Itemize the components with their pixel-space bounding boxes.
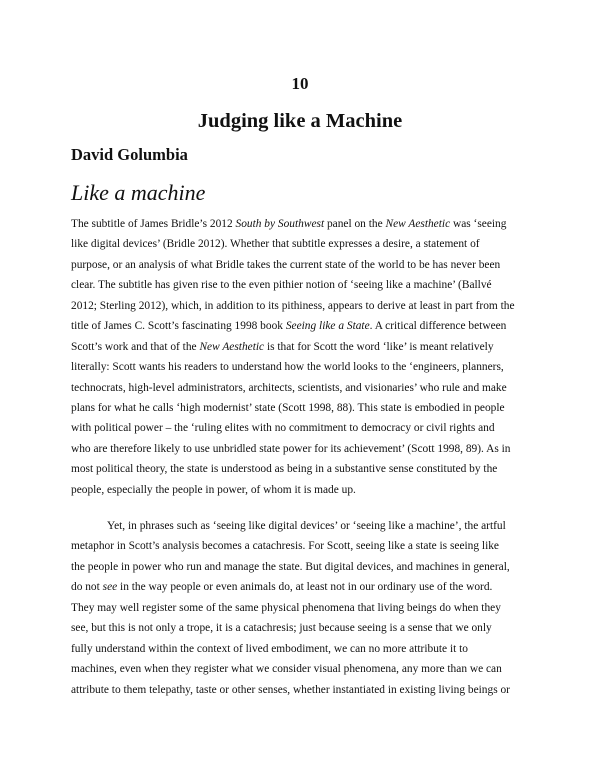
- text-line: purpose, or an analysis of what Bridle takes the current state of the world to be has never been: [71, 258, 501, 271]
- text-line: who are therefore likely to use unbridled state power for its achievement’ (Scott 1998, 89). As in: [71, 442, 511, 455]
- text-line: Scott’s work and that of the New Aesthetic is that for Scott the word ‘like’ is meant relatively: [71, 340, 494, 353]
- text-line: plans for what he calls ‘high modernist’ state (Scott 1998, 88). This state is embodied in people: [71, 401, 505, 414]
- text-line: metaphor in Scott’s analysis becomes a catachresis. For Scott, seeing like a state is seeing like: [71, 540, 499, 553]
- text-line: fully understand within the context of lived embodiment, we can no more attribute it to: [71, 642, 468, 655]
- text-line: clear. The subtitle has given rise to the even pithier notion of ‘seeing like a machine’ (Ballvé: [71, 279, 492, 292]
- section-heading: Like a machine: [71, 180, 206, 205]
- body-paragraph-2: [71, 516, 541, 700]
- text-line: title of James C. Scott’s fascinating 1998 book Seeing like a State. A critical difference between: [71, 320, 507, 333]
- text-line: literally: Scott wants his readers to understand how the world looks to the ‘engineers, planners,: [71, 361, 504, 374]
- text-line: see, but this is not only a trope, it is a catachresis; just because seeing is a sense that we only: [71, 622, 492, 635]
- text-line: They may well register some of the same physical phenomena that living beings do when they: [71, 601, 501, 614]
- body-paragraph-1: [71, 214, 541, 500]
- text-line: like digital devices’ (Bridle 2012). Whether that subtitle expresses a desire, a statement of: [71, 238, 480, 251]
- text-line: do not see in the way people or even animals do, at least not in our ordinary use of the word.: [71, 581, 493, 594]
- chapter-title: Judging like a Machine: [197, 110, 403, 132]
- text-line: The subtitle of James Bridle’s 2012 South by Southwest panel on the New Aesthetic was ‘seeing: [71, 218, 507, 230]
- text-line: Yet, in phrases such as ‘seeing like digital devices’ or ‘seeing like a machine’, the artful: [107, 520, 506, 532]
- text-line: people, especially the people in power, of whom it is made up.: [71, 483, 356, 496]
- text-line: attribute to them telepathy, taste or other senses, whether instantiated in existing living beings or: [71, 683, 510, 696]
- text-line: the people in power who run and manage the state. But digital devices, and machines in general,: [71, 560, 510, 573]
- text-line: technocrats, high-level administrators, architects, scientists, and visionaries’ who rule and make: [71, 381, 507, 394]
- author-name: David Golumbia: [71, 145, 188, 164]
- text-line: machines, even when they register what we consider visual phenomena, any more than we can: [71, 663, 502, 676]
- text-line: most political theory, the state is understood as being in a substantive sense constituted by the: [71, 463, 498, 476]
- text-line: with political power – the ‘ruling elites with no commitment to democracy or civil rights and: [71, 422, 495, 435]
- chapter-number: 10: [291, 74, 309, 93]
- text-line: 2012; Sterling 2012), which, in addition to its pithiness, appears to derive at least in part from the: [71, 299, 515, 312]
